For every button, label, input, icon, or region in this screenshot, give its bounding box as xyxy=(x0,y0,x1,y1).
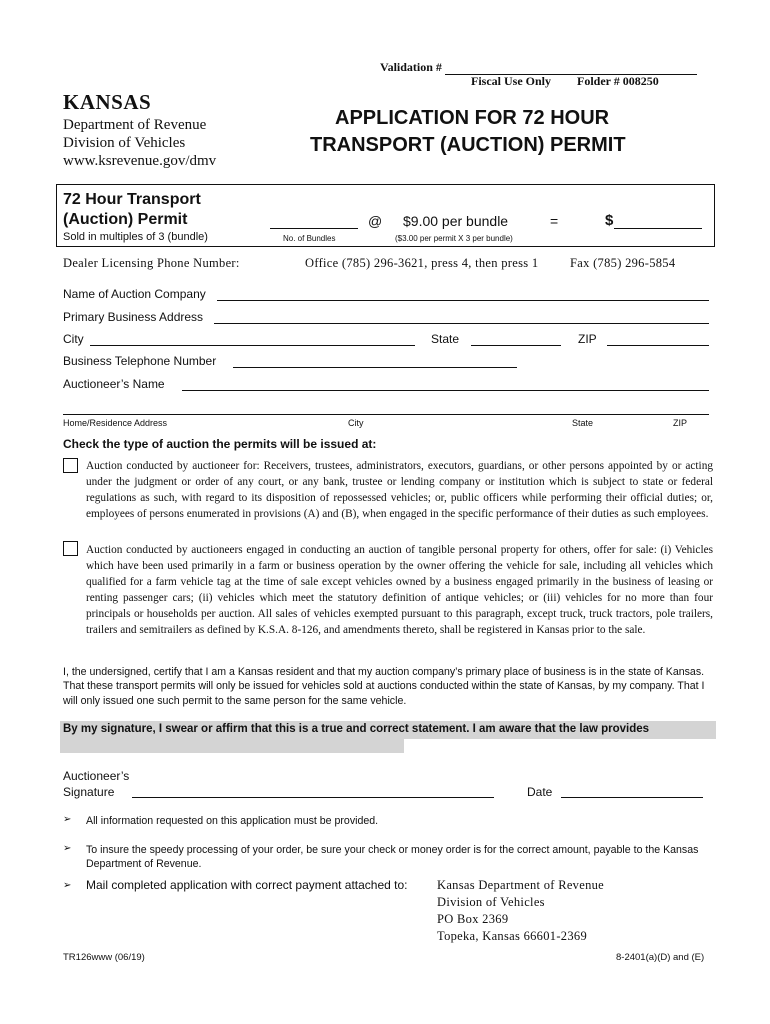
fax-number: Fax (785) 296-5854 xyxy=(570,256,676,270)
bundles-caption: No. of Bundles xyxy=(283,234,336,243)
price-caption: ($3.00 per permit X 3 per bundle) xyxy=(395,234,513,243)
date-field[interactable] xyxy=(561,783,703,798)
signature-field[interactable] xyxy=(132,783,494,798)
form-id: TR126www (06/19) xyxy=(63,952,145,963)
total-amount-field[interactable] xyxy=(614,214,702,229)
fiscal-use-only: Fiscal Use Only xyxy=(471,74,551,88)
dealer-licensing-label: Dealer Licensing Phone Number: xyxy=(63,256,240,270)
department-name: Department of Revenue xyxy=(63,117,207,133)
date-label: Date xyxy=(527,785,553,799)
website: www.ksrevenue.gov/dmv xyxy=(63,153,217,169)
city-label: City xyxy=(63,332,84,346)
permit-label-line2: (Auction) Permit xyxy=(63,211,188,228)
at-symbol: @ xyxy=(368,213,383,229)
form-title-line1: APPLICATION FOR 72 HOUR xyxy=(335,107,610,129)
signature-label-line2: Signature xyxy=(63,785,115,799)
business-phone-label: Business Telephone Number xyxy=(63,354,217,368)
validation-label: Validation # xyxy=(380,60,442,74)
price-per-bundle: $9.00 per bundle xyxy=(403,213,509,229)
auction-company-label: Name of Auction Company xyxy=(63,287,206,301)
form-title-line2: TRANSPORT (AUCTION) PERMIT xyxy=(310,134,626,156)
bullet-payment-instructions: To insure the speedy processing of your order, be sure your check or money order is for the correct amount, payable to the Kansas Department of Revenue. xyxy=(86,844,699,870)
division-name: Division of Vehicles xyxy=(63,135,186,151)
statute-reference: 8-2401(a)(D) and (E) xyxy=(616,952,705,963)
bullet-arrow-icon: ➢ xyxy=(63,814,72,825)
signature-label-line1: Auctioneer’s xyxy=(63,769,130,783)
auction-type-personal-property-checkbox[interactable] xyxy=(63,541,78,556)
certification-text: I, the undersigned, certify that I am a Kansas resident and that my auction company’s primary place of business is in the state of Kansas. That these transport permits will only be issued for vehicles sold at auctions conducted within the state of Kansas, by my company. That I will only issued one such permit to the same person for the same vehicle. xyxy=(63,666,705,707)
mail-address-line4: Topeka, Kansas 66601-2369 xyxy=(437,929,587,943)
business-address-field[interactable] xyxy=(214,309,709,324)
home-address-caption: Home/Residence Address xyxy=(63,418,168,428)
zip-field[interactable] xyxy=(607,331,709,346)
zip-label: ZIP xyxy=(578,332,597,346)
state-label: State xyxy=(431,332,460,346)
mail-address-line1: Kansas Department of Revenue xyxy=(437,878,605,892)
auction-type-court-text: Auction conducted by auctioneer for: Receivers, trustees, administrators, executors, guardians, or other persons appointed by or acting under the judgment or order of any court, or any bank, trustee or lending company or institution which is subject to state or federal regulations as such, with regard to its disposition of repossessed vehicles; or, public officers while performing their official duties; or, employees of persons enumerated in provisions (A) and (B), when engaged in the specific performance of their duties as such employees. xyxy=(86,460,713,520)
office-phone: Office (785) 296-3621, press 4, then press 1 xyxy=(305,256,539,270)
bullet-arrow-icon: ➢ xyxy=(63,880,72,891)
state-field[interactable] xyxy=(471,331,561,346)
business-address-label: Primary Business Address xyxy=(63,310,204,324)
folder-number: Folder # 008250 xyxy=(577,74,659,88)
dollar-sign: $ xyxy=(605,212,614,229)
bullet-info-required: All information requested on this application must be provided. xyxy=(86,815,379,827)
auctioneer-name-label: Auctioneer’s Name xyxy=(63,377,165,391)
number-of-bundles-field[interactable] xyxy=(270,214,358,229)
bullet-mail-instructions: Mail completed application with correct payment attached to: xyxy=(86,878,408,892)
home-city-caption: City xyxy=(348,418,364,428)
bullet-arrow-icon: ➢ xyxy=(63,843,72,854)
home-address-field[interactable] xyxy=(63,400,709,415)
auction-type-personal-property-text: Auction conducted by auctioneers engaged in conducting an auction of tangible personal property for others, offer for sale: (i) Vehicles which have been used primarily in a farm or business operation by the owner offering the vehicle for sale, including all vehicles which qualified for a farm vehicle tag at the time of sale except vehicles owned by a business engaged primarily in the business of leasing or renting passenger cars; (ii) vehicles which meet the statutory definition of antique vehicles; or (iii) vehicles for no more than four principals or households per auction. All sales of vehicles exempted pursuant to this paragraph, except truck, truck tractors, pole trailers, trailers and semitrailers as defined by K.S.A. 8-126, and amendments thereto, shall be registered in Kansas prior to the sale. xyxy=(86,544,713,636)
validation-number-field[interactable] xyxy=(445,60,697,75)
sold-in-bundles-note: Sold in multiples of 3 (bundle) xyxy=(63,231,208,243)
signature-statement: By my signature, I swear or affirm that this is a true and correct statement. I am aware that the law provides xyxy=(63,723,650,735)
home-state-caption: State xyxy=(572,418,594,428)
auction-type-court-checkbox[interactable] xyxy=(63,458,78,473)
mail-address-line2: Division of Vehicles xyxy=(437,895,545,909)
business-phone-field[interactable] xyxy=(233,353,517,368)
auctioneer-name-field[interactable] xyxy=(182,376,709,391)
permit-label-line1: 72 Hour Transport xyxy=(63,191,201,208)
home-zip-caption: ZIP xyxy=(673,418,688,428)
equals-sign: = xyxy=(550,213,559,229)
auction-type-heading: Check the type of auction the permits will be issued at: xyxy=(63,437,377,451)
city-field[interactable] xyxy=(90,331,415,346)
mail-address-line3: PO Box 2369 xyxy=(437,912,509,926)
auction-company-field[interactable] xyxy=(217,286,709,301)
state-name: KANSAS xyxy=(63,90,152,114)
